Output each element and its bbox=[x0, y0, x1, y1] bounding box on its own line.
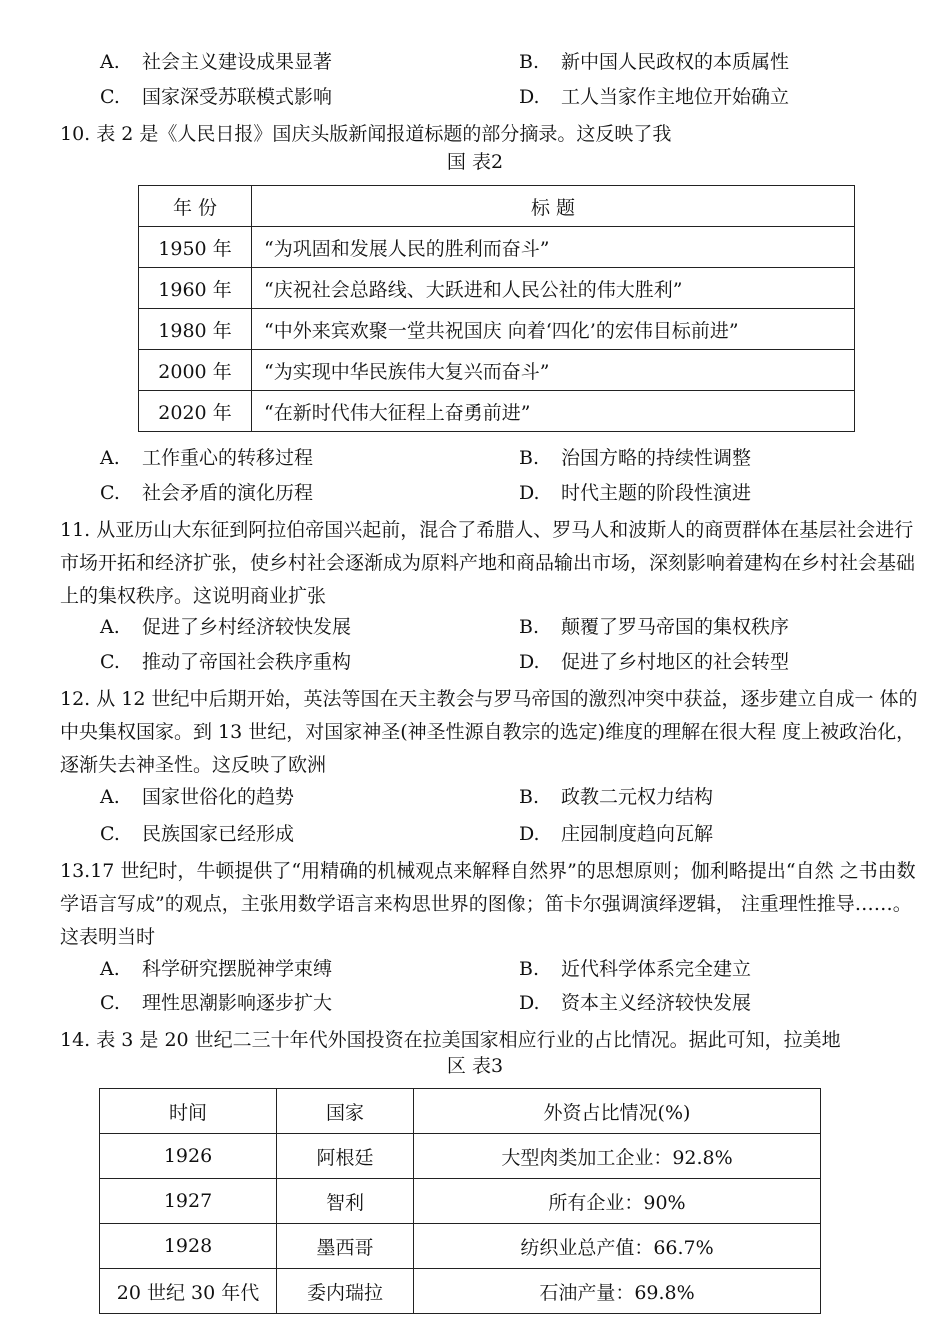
q10-option-a: A. 工作重心的转移过程 bbox=[100, 447, 314, 469]
header-foreign-share: 外资占比情况(%) bbox=[414, 1089, 821, 1134]
q14-table bbox=[99, 1088, 821, 1314]
cell-country: 墨西哥 bbox=[277, 1224, 414, 1269]
table-row bbox=[139, 350, 855, 391]
table-row bbox=[100, 1224, 821, 1269]
cell-time: 20 世纪 30 年代 bbox=[100, 1269, 277, 1314]
table-row bbox=[139, 227, 855, 268]
cell-share: 石油产量：69.8% bbox=[414, 1269, 821, 1314]
header-country: 国家 bbox=[277, 1089, 414, 1134]
q9-option-b: B. 新中国人民政权的本质属性 bbox=[519, 51, 790, 73]
q10-table-caption: 国 表2 bbox=[446, 151, 504, 173]
q11-stem: 11. 从亚历山大东征到阿拉伯帝国兴起前，混合了希腊人、罗马人和波斯人的商贾群体在基层社会进行市场开拓和经济扩张，使乡村社会逐渐成为原料产地和商品输出市场，深刻影响着建构在乡村社会基础上的集权秩序。这说明商业扩张 bbox=[60, 519, 916, 607]
q12-option-a: A. 国家世俗化的趋势 bbox=[100, 786, 295, 808]
cell-share: 纺织业总产值：66.7% bbox=[414, 1224, 821, 1269]
table-row bbox=[139, 268, 855, 309]
q11-option-a: A. 促进了乡村经济较快发展 bbox=[100, 616, 352, 638]
q12-option-c: C. 民族国家已经形成 bbox=[100, 823, 295, 845]
cell-title: “为巩固和发展人民的胜利而奋斗” bbox=[252, 227, 855, 268]
q12-option-d: D. 庄园制度趋向瓦解 bbox=[519, 823, 714, 845]
table-row bbox=[139, 309, 855, 350]
q10-stem: 10. 表 2 是《人民日报》国庆头版新闻报道标题的部分摘录。这反映了我 bbox=[60, 123, 672, 145]
cell-year: 1980 年 bbox=[139, 309, 252, 350]
header-time: 时间 bbox=[100, 1089, 277, 1134]
header-title: 标 题 bbox=[252, 186, 855, 227]
cell-time: 1928 bbox=[100, 1224, 277, 1269]
cell-year: 2020 年 bbox=[139, 391, 252, 432]
table-header-row bbox=[139, 186, 855, 227]
cell-time: 1927 bbox=[100, 1179, 277, 1224]
cell-share: 大型肉类加工企业：92.8% bbox=[414, 1134, 821, 1179]
q11-option-d: D. 促进了乡村地区的社会转型 bbox=[519, 651, 790, 673]
q11-option-b: B. 颠覆了罗马帝国的集权秩序 bbox=[519, 616, 790, 638]
q13-option-b: B. 近代科学体系完全建立 bbox=[519, 958, 752, 980]
cell-time: 1926 bbox=[100, 1134, 277, 1179]
table-row bbox=[139, 391, 855, 432]
cell-year: 1960 年 bbox=[139, 268, 252, 309]
cell-title: “在新时代伟大征程上奋勇前进” bbox=[252, 391, 855, 432]
q10-option-d: D. 时代主题的阶段性演进 bbox=[519, 482, 752, 504]
cell-year: 1950 年 bbox=[139, 227, 252, 268]
q14-stem: 14. 表 3 是 20 世纪二三十年代外国投资在拉美国家相应行业的占比情况。据此可知，拉美地 bbox=[60, 1029, 841, 1051]
cell-year: 2000 年 bbox=[139, 350, 252, 391]
table-row bbox=[100, 1134, 821, 1179]
q10-option-c: C. 社会矛盾的演化历程 bbox=[100, 482, 314, 504]
q10-option-b: B. 治国方略的持续性调整 bbox=[519, 447, 752, 469]
table-header-row bbox=[100, 1089, 821, 1134]
q9-option-a: A. 社会主义建设成果显著 bbox=[100, 51, 333, 73]
cell-title: “为实现中华民族伟大复兴而奋斗” bbox=[252, 350, 855, 391]
cell-country: 智利 bbox=[277, 1179, 414, 1224]
table-row bbox=[100, 1269, 821, 1314]
q13-option-d: D. 资本主义经济较快发展 bbox=[519, 992, 752, 1014]
q13-option-c: C. 理性思潮影响逐步扩大 bbox=[100, 992, 333, 1014]
q13-option-a: A. 科学研究摆脱神学束缚 bbox=[100, 958, 333, 980]
q13-stem: 13.17 世纪时，牛顿提供了“用精确的机械观点来解释自然界”的思想原则；伽利略提出“自然 之书由数学语言写成”的观点，主张用数学语言来构思世界的图像；笛卡尔强调演绎逻辑， 注重理性推导……。这表明当时 bbox=[60, 860, 916, 948]
table-row bbox=[100, 1179, 821, 1224]
q10-table bbox=[138, 185, 855, 432]
q14-table-caption: 区 表3 bbox=[446, 1055, 504, 1077]
q11-option-c: C. 推动了帝国社会秩序重构 bbox=[100, 651, 352, 673]
cell-country: 委内瑞拉 bbox=[277, 1269, 414, 1314]
cell-title: “庆祝社会总路线、大跃进和人民公社的伟大胜利” bbox=[252, 268, 855, 309]
header-year: 年 份 bbox=[139, 186, 252, 227]
q9-option-c: C. 国家深受苏联模式影响 bbox=[100, 86, 333, 108]
cell-title: “中外来宾欢聚一堂共祝国庆 向着‘四化’的宏伟目标前进” bbox=[252, 309, 855, 350]
cell-share: 所有企业：90% bbox=[414, 1179, 821, 1224]
q12-option-b: B. 政教二元权力结构 bbox=[519, 786, 714, 808]
q12-stem: 12. 从 12 世纪中后期开始，英法等国在天主教会与罗马帝国的激烈冲突中获益，逐步建立自成一 体的中央集权国家。到 13 世纪，对国家神圣(神圣性源自教宗的选定)维度的理解在很大程 度上被政治化，逐渐失去神圣性。这反映了欧洲 bbox=[60, 688, 918, 776]
cell-country: 阿根廷 bbox=[277, 1134, 414, 1179]
q9-option-d: D. 工人当家作主地位开始确立 bbox=[519, 86, 790, 108]
